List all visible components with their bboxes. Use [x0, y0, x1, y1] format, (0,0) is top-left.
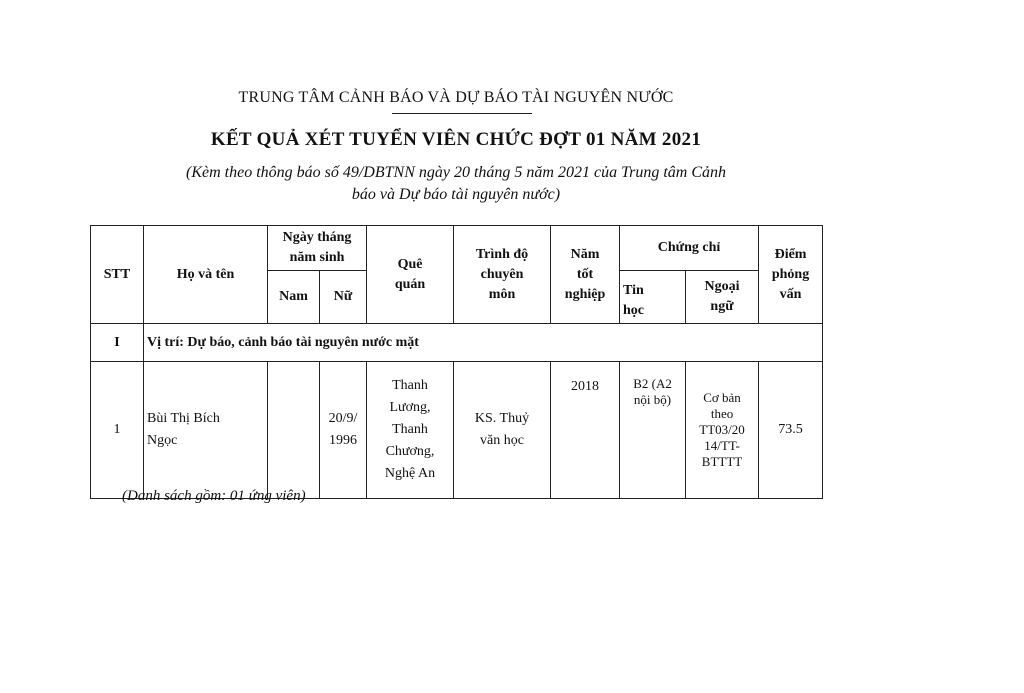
header-hometown-line-2: quán [394, 276, 426, 292]
section-row [91, 324, 823, 362]
cell-female-line-2: 1996 [329, 433, 357, 448]
cell-stt: 1 [91, 362, 144, 499]
header-degree-line-2: chuyên [480, 266, 524, 282]
cell-it-line-2: nội bộ) [633, 392, 672, 407]
document-subtitle [120, 162, 792, 206]
header-lang-line-1: Ngoại [704, 279, 740, 294]
header-grad-line-3: nghiệp [564, 286, 606, 302]
header-female: Nữ [320, 271, 367, 324]
cell-language [686, 362, 759, 499]
cell-name-line-2: Ngọc [147, 433, 178, 448]
header-male: Nam [268, 271, 320, 324]
cell-degree-line-1: KS. Thuỷ [474, 411, 530, 426]
cell-hometown [367, 362, 454, 499]
header-degree [454, 226, 551, 324]
subtitle-line-1: (Kèm theo thông báo số 49/DBTNN ngày 20 tháng 5 năm 2021 của Trung tâm Cảnh [185, 164, 726, 181]
cell-lang-line-2: theo [710, 406, 734, 421]
cell-hometown-line-5: Nghệ An [384, 466, 436, 481]
cell-hometown-line-2: Lương, [389, 400, 431, 415]
candidate-count-note: (Danh sách gồm: 01 ứng viên) [122, 488, 306, 504]
cell-it [620, 362, 686, 499]
cell-hometown-line-4: Chương, [385, 444, 435, 459]
header-language [686, 271, 759, 324]
cell-degree [454, 362, 551, 499]
table-row [91, 362, 823, 499]
header-lang-line-2: ngữ [710, 299, 734, 314]
cell-hometown-line-3: Thanh [392, 422, 428, 437]
header-dob-line-1: Ngày tháng [282, 230, 352, 245]
cell-hometown-line-1: Thanh [392, 378, 428, 393]
header-degree-line-1: Trình độ [475, 246, 529, 262]
cell-name-line-1: Bùi Thị Bích [147, 411, 220, 426]
organization-name: TRUNG TÂM CẢNH BÁO VÀ DỰ BÁO TÀI NGUYÊN NƯỚC [238, 89, 674, 106]
header-stt: STT [91, 226, 144, 324]
cell-lang-line-5: BTTTT [701, 454, 743, 469]
organization-underline [392, 113, 532, 114]
cell-name [144, 362, 268, 499]
cell-lang-line-4: 14/TT- [704, 438, 740, 453]
subtitle-line-2: báo và Dự báo tài nguyên nước) [351, 186, 561, 203]
results-table [90, 225, 823, 499]
cell-lang-line-3: TT03/20 [699, 422, 745, 437]
header-it-line-1: Tin [623, 283, 644, 298]
document-title: KẾT QUẢ XÉT TUYỂN VIÊN CHỨC ĐỢT 01 NĂM 2021 [210, 129, 702, 150]
cell-male [268, 362, 320, 499]
cell-female [320, 362, 367, 499]
header-score-line-3: vấn [779, 286, 802, 302]
header-dob [268, 226, 367, 271]
cell-it-line-1: B2 (A2 [633, 376, 672, 391]
cell-female-line-1: 20/9/ [328, 411, 358, 426]
header-hometown-line-1: Quê [397, 256, 423, 272]
section-label: Vị trí: Dự báo, cảnh báo tài nguyên nước mặt [144, 324, 823, 362]
header-score-line-2: phỏng [771, 266, 810, 282]
section-index: I [91, 324, 144, 362]
cell-lang-line-1: Cơ bản [703, 390, 741, 405]
cell-degree-line-2: văn học [480, 433, 524, 448]
header-name: Họ và tên [144, 226, 268, 324]
header-row-1 [91, 226, 823, 271]
header-it [620, 271, 686, 324]
header-grad-line-2: tốt [576, 266, 594, 282]
cell-score: 73.5 [759, 362, 823, 499]
header-grad-year [551, 226, 620, 324]
header-dob-line-2: năm sinh [289, 250, 345, 265]
cell-grad-year: 2018 [551, 362, 620, 499]
header-certificates: Chứng chỉ [620, 226, 759, 271]
header-score-line-1: Điểm [774, 246, 807, 262]
header-grad-line-1: Năm [570, 246, 600, 262]
header-it-line-2: học [623, 303, 645, 318]
header-hometown [367, 226, 454, 324]
header-degree-line-3: môn [488, 286, 516, 302]
header-score [759, 226, 823, 324]
